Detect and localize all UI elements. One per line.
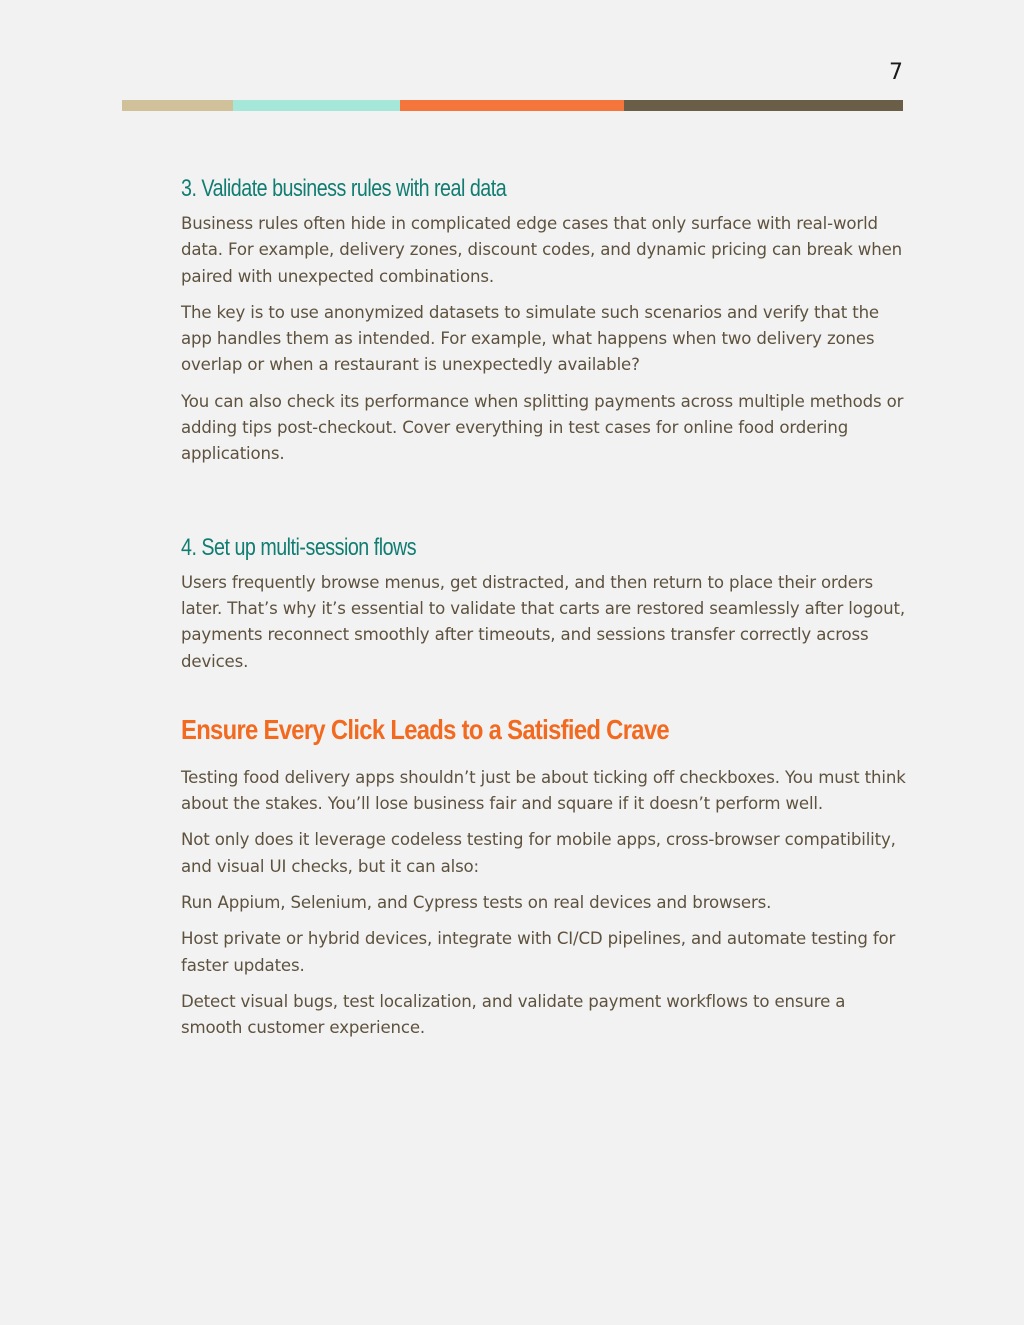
paragraph: You can also check its performance when splitting payments across multiple methods or adding tips post-checkout. Cover everything in test cases for online food ordering applications. bbox=[181, 391, 904, 464]
paragraph: Testing food delivery apps shouldn’t just be about ticking off checkboxes. You must think about the stakes. You’ll lose business fair and square if it doesn’t perform well. bbox=[181, 767, 906, 814]
section-heading-validate-business-rules: 3. Validate business rules with real data bbox=[181, 175, 507, 202]
conclusion-heading: Ensure Every Click Leads to a Satisfied Crave bbox=[181, 713, 669, 745]
page-content bbox=[181, 172, 911, 1052]
paragraph: The key is to use anonymized datasets to simulate such scenarios and verify that the app handles them as intended. For example, what happens when two delivery zones overlap or when a restaurant is unexpectedly available? bbox=[181, 302, 879, 375]
spacer bbox=[181, 685, 911, 710]
page-number: 7 bbox=[889, 60, 903, 85]
section-heading-multi-session-flows: 4. Set up multi-session flows bbox=[181, 533, 417, 561]
paragraph: Business rules often hide in complicated edge cases that only surface with real-world data. For example, delivery zones, discount codes, and dynamic pricing can break when paired with unexpected combinations. bbox=[181, 214, 903, 286]
color-bar-segment-tan bbox=[122, 100, 233, 111]
paragraph: Run Appium, Selenium, and Cypress tests on real devices and browsers. bbox=[181, 893, 772, 913]
paragraph: Detect visual bugs, test localization, and validate payment workflows to ensure a smooth customer experience. bbox=[181, 991, 846, 1038]
paragraph: Not only does it leverage codeless testing for mobile apps, cross-browser compatibility, and visual UI checks, but it can also: bbox=[181, 830, 896, 876]
header-color-bar bbox=[122, 100, 903, 111]
spacer bbox=[181, 478, 911, 531]
paragraph: Users frequently browse menus, get distracted, and then return to place their orders later. That’s why it’s essential to validate that carts are restored seamlessly after logout, payments reconnect smoothly after timeouts, and sessions transfer correctly across devices. bbox=[181, 572, 905, 671]
color-bar-segment-orange bbox=[400, 100, 624, 111]
color-bar-segment-mint bbox=[233, 100, 400, 111]
color-bar-segment-brown bbox=[624, 100, 903, 111]
paragraph: Host private or hybrid devices, integrate with CI/CD pipelines, and automate testing for faster updates. bbox=[181, 929, 896, 975]
